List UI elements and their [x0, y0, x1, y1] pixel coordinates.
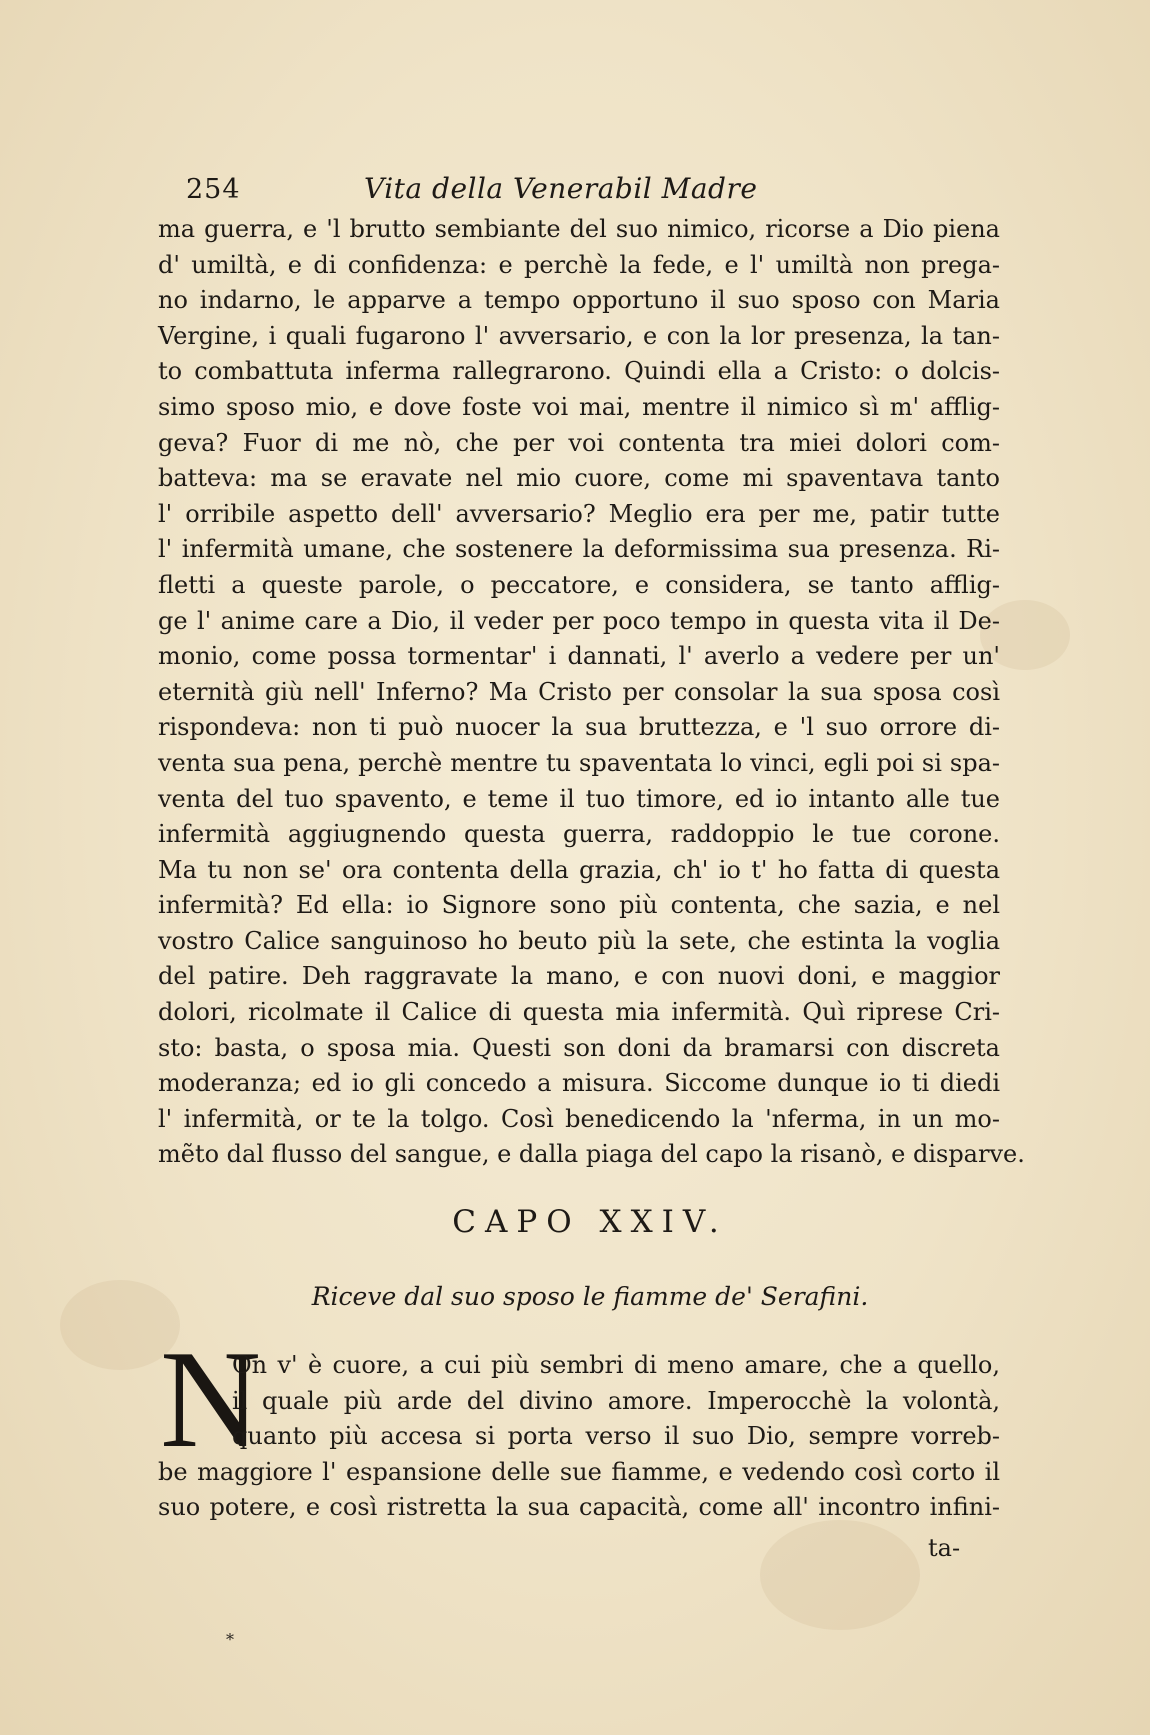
catchword: ta-: [928, 1534, 961, 1562]
text-line: simo sposo mio, e dove foste voi mai, mentre il nimico sì m' afflig-: [158, 392, 1000, 421]
text-line: infermità aggiugnendo questa guerra, raddoppio le tue corone.: [158, 820, 1000, 849]
text-line: moderanza; ed io gli concedo a misura. Siccome dunque io ti diedi: [158, 1069, 1000, 1098]
text-line: to combattuta inferma rallegrarono. Quindi ella a Cristo: o dolcis-: [158, 357, 1000, 386]
text-line: Vergine, i quali fugarono l' avversario, e con la lor presenza, la tan-: [158, 321, 1000, 350]
text-line: ge l' anime care a Dio, il veder per poco tempo in questa vita il De-: [158, 606, 1000, 635]
text-line: mẽto dal flusso del sangue, e dalla piaga del capo la risanò, e disparve.: [158, 1140, 1025, 1169]
text-line: batteva: ma se eravate nel mio cuore, come mi spaventava tanto: [158, 464, 1000, 493]
text-line: geva? Fuor di me nò, che per voi contenta tra miei dolori com-: [158, 428, 1000, 457]
text-line: no indarno, le apparve a tempo opportuno il suo sposo con Maria: [158, 286, 1000, 315]
text-line: del patire. Deh raggravate la mano, e con nuovi doni, e maggior: [158, 962, 1000, 991]
text-line: l' infermità umane, che sostenere la deformissima sua presenza. Ri-: [158, 535, 1000, 564]
text-line: vostro Calice sanguinoso ho beuto più la sete, che estinta la voglia: [158, 926, 1000, 955]
chapter-subtitle: Riceve dal suo sposo le fiamme de' Serafini.: [311, 1282, 869, 1311]
text-line: quanto più accesa si porta verso il suo Dio, sempre vorreb-: [232, 1422, 1000, 1451]
text-line: be maggiore l' espansione delle sue fiamme, e vedendo così corto il: [158, 1457, 1000, 1486]
text-line: l' orribile aspetto dell' avversario? Meglio era per me, patir tutte: [158, 499, 1000, 528]
text-line: ma guerra, e 'l brutto sembiante del suo nimico, ricorse a Dio piena: [158, 215, 1000, 243]
text-line: rispondeva: non ti può nuocer la sua bruttezza, e 'l suo orrore di-: [158, 713, 1000, 742]
chapter-heading: CAPO XXIV.: [452, 1204, 728, 1240]
text-line: dolori, ricolmate il Calice di questa mia infermità. Quì riprese Cri-: [158, 998, 1000, 1027]
text-line: On v' è cuore, a cui più sembri di meno amare, che a quello,: [232, 1351, 1000, 1379]
text-line: suo potere, e così ristretta la sua capacità, come all' incontro infini-: [158, 1493, 1000, 1522]
drop-cap: N: [160, 1322, 262, 1477]
page-number: 254: [186, 174, 241, 205]
signature-mark: *: [226, 1630, 234, 1649]
text-line: il quale più arde del divino amore. Imperocchè la volontà,: [232, 1386, 1000, 1415]
text-line: monio, come possa tormentar' i dannati, l' averlo a vedere per un': [158, 642, 1000, 671]
text-line: d' umiltà, e di confidenza: e perchè la fede, e l' umiltà non prega-: [158, 250, 1000, 279]
main-text-block: [158, 212, 1025, 1173]
running-title: Vita della Venerabil Madre: [364, 172, 758, 205]
running-head: [186, 172, 786, 212]
text-line: Ma tu non se' ora contenta della grazia, ch' io t' ho fatta di questa: [158, 855, 1000, 884]
text-line: venta sua pena, perchè mentre tu spaventata lo vinci, egli poi si spa-: [158, 748, 1000, 777]
text-line: sto: basta, o sposa mia. Questi son doni da bramarsi con discreta: [158, 1033, 1000, 1062]
text-line: l' infermità, or te la tolgo. Così benedicendo la 'nferma, in un mo-: [158, 1104, 1000, 1133]
text-line: venta del tuo spavento, e teme il tuo timore, ed io intanto alle tue: [158, 784, 1000, 813]
text-line: infermità? Ed ella: io Signore sono più contenta, che sazia, e nel: [158, 891, 1000, 920]
paper-stain: [760, 1520, 920, 1630]
text-line: eternità giù nell' Inferno? Ma Cristo per consolar la sua sposa così: [158, 677, 1000, 706]
text-line: fletti a queste parole, o peccatore, e considera, se tanto afflig-: [158, 570, 1000, 599]
